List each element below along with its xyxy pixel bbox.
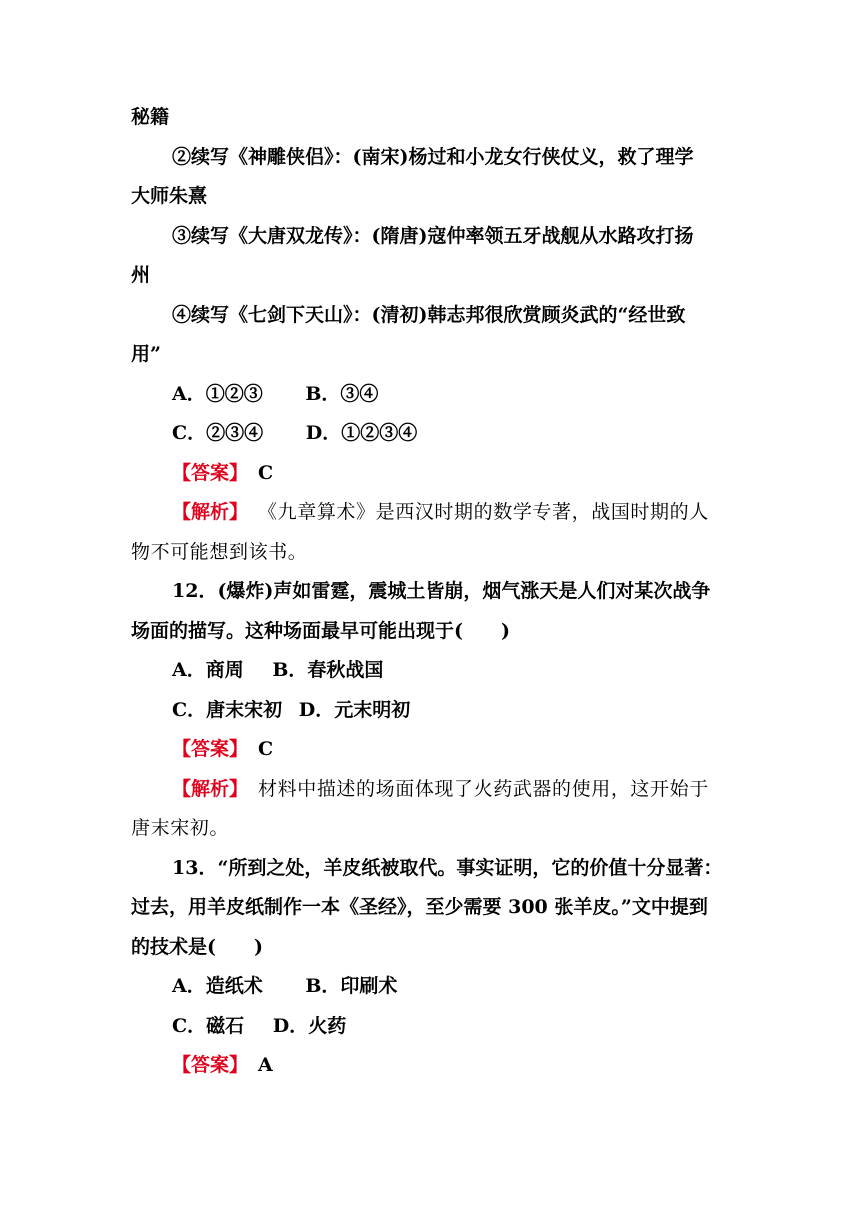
q12-stem-cont: 场面的描写。这种场面最早可能出现于( ) [131,619,510,642]
q13-stem-cont: 过去，用羊皮纸制作一本《圣经》，至少需要 300 张羊皮。”文中提到 [131,896,708,918]
q11-choices-row-2 [131,414,731,454]
answer-value: A [258,1054,273,1076]
option-line-2: ②续写《神雕侠侣》：(南宋)杨过和小龙女行侠仗义，救了理学 [172,145,694,168]
analysis-label: 【解析】 [172,777,249,800]
q13-choices-row-2 [131,1007,731,1047]
q11-choices-row-1 [131,375,731,415]
q11-choice-a: A．①②③ [172,382,263,405]
question-content [131,98,731,1086]
q13-choice-b: B．印刷术 [305,975,398,997]
q12-choices-row-1 [131,651,731,691]
q12-choice-d: D．元末明初 [298,698,411,721]
q12-choices-row-2 [131,691,731,731]
text-line: 秘籍 [131,106,170,128]
q11-choice-d: D．①②③④ [305,422,418,444]
q13-stem: 13．“所到之处，羊皮纸被取代。事实证明，它的价值十分显著： [172,856,723,879]
option-line-4: ④续写《七剑下天山》：(清初)韩志邦很欣赏顾炎武的“经世致 [172,303,686,326]
answer-label: 【答案】 [172,738,249,760]
answer-label: 【答案】 [172,1054,249,1076]
q12-analysis [131,770,731,810]
q11-choice-c: C．②③④ [172,422,264,444]
q12-answer [131,730,731,770]
analysis-text: 《九章算术》是西汉时期的数学专著，战国时期的人 [258,501,709,523]
analysis-label: 【解析】 [172,501,249,523]
q13-choice-c: C．磁石 [172,1014,245,1037]
q12-choice-a: A．商周 [172,659,244,681]
analysis-text-cont: 物不可能想到该书。 [131,540,308,563]
text-line: 州 [131,264,151,286]
q12-choice-c: C．唐末宋初 [172,698,283,721]
q11-answer [131,454,731,494]
q13-answer [131,1046,731,1086]
q13-choice-a: A．造纸术 [172,975,263,997]
q12-stem: 12．(爆炸)声如雷霆，震城土皆崩，烟气涨天是人们对某次战争 [172,580,711,602]
q11-choice-b: B．③④ [305,382,379,405]
q11-analysis [131,493,731,533]
q13-choices-row-1 [131,967,731,1007]
answer-value: C [258,461,274,484]
q12-choice-b: B．春秋战国 [272,659,384,681]
option-line-3: ③续写《大唐双龙传》：(隋唐)寇仲率领五牙战舰从水路攻打扬 [172,224,694,247]
answer-value: C [258,738,274,760]
analysis-text-cont: 唐末宋初。 [131,817,230,839]
q13-stem-cont: 的技术是( ) [131,935,263,958]
text-line: 用” [131,343,161,365]
answer-label: 【答案】 [172,461,249,484]
analysis-text: 材料中描述的场面体现了火药武器的使用，这开始于 [258,777,709,800]
q13-choice-d: D．火药 [272,1014,347,1037]
text-line: 大师朱熹 [131,185,208,207]
